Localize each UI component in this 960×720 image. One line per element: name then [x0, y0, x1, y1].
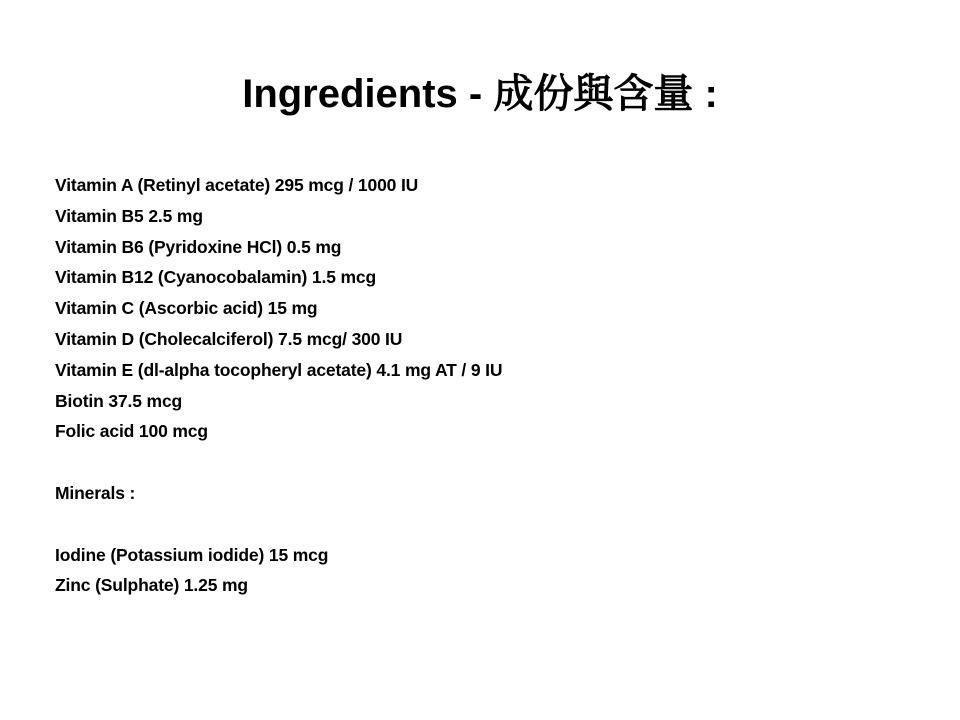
list-item: Vitamin E (dl-alpha tocopheryl acetate) 4.1 mg AT / 9 IU — [55, 359, 503, 380]
ingredients-list — [55, 170, 895, 601]
list-item: Vitamin B6 (Pyridoxine HCl) 0.5 mg — [55, 236, 342, 257]
spacer-line — [55, 447, 895, 478]
list-item: Vitamin B5 2.5 mg — [55, 205, 203, 226]
list-item: Vitamin D (Cholecalciferol) 7.5 mcg/ 300 IU — [55, 328, 403, 349]
list-item: Zinc (Sulphate) 1.25 mg — [55, 575, 248, 596]
list-item: Vitamin C (Ascorbic acid) 15 mg — [55, 298, 318, 319]
list-item: Folic acid 100 mcg — [55, 421, 208, 442]
list-item: Vitamin B12 (Cyanocobalamin) 1.5 mcg — [55, 267, 377, 288]
list-item: Vitamin A (Retinyl acetate) 295 mcg / 1000 IU — [55, 175, 419, 195]
page-title: Ingredients - 成份與含量 : — [242, 72, 718, 116]
minerals-heading: Minerals : — [55, 482, 136, 503]
list-item: Iodine (Potassium iodide) 15 mcg — [55, 544, 329, 565]
list-item: Biotin 37.5 mcg — [55, 390, 183, 411]
spacer-line — [55, 509, 895, 540]
